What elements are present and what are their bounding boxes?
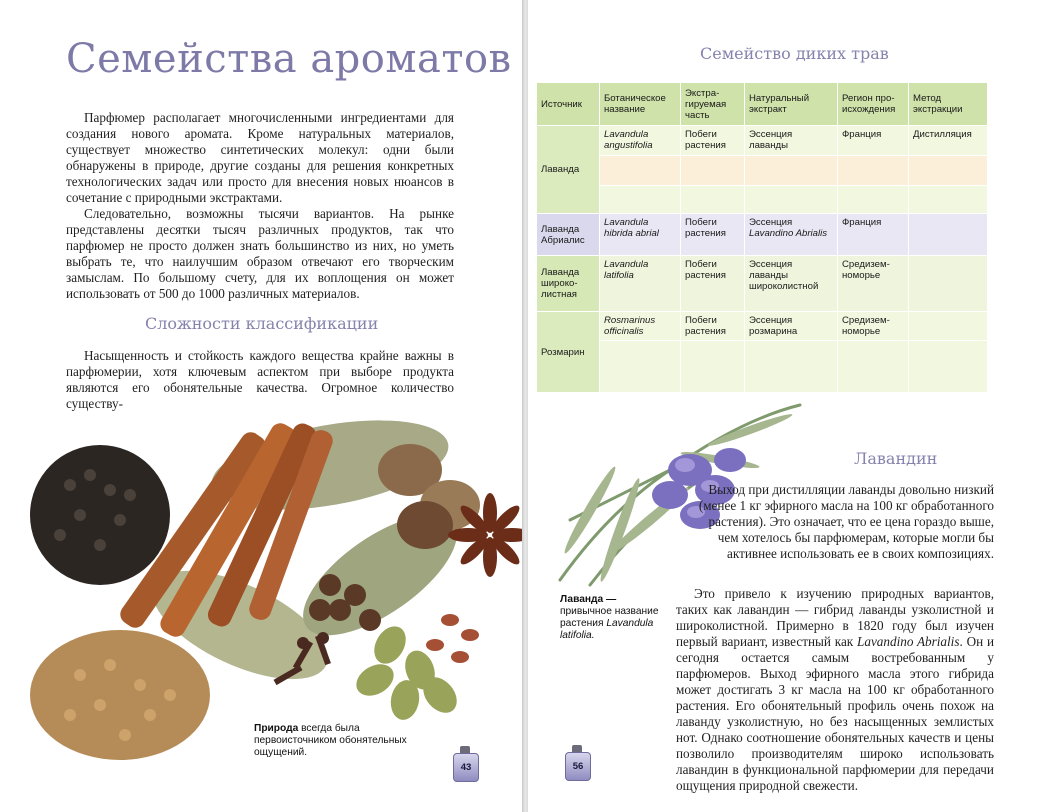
table-cell: Средизем-номорье [838, 312, 909, 341]
column-header: Ботаническое название [600, 83, 681, 126]
table-cell: Дистилляция [909, 126, 988, 156]
table-cell: Франция [838, 214, 909, 256]
lavandin-text-part1 [690, 482, 994, 562]
table-cell: Эссенция лаванды [745, 126, 838, 156]
caption-bold: Природа [254, 723, 299, 734]
extract-prefix: Эссенция [749, 217, 793, 228]
lavandin-text-part2 [676, 586, 994, 794]
herbs-table [536, 82, 988, 393]
section-heading: Лавандин [854, 449, 938, 468]
image-caption [560, 594, 662, 642]
table-title: Семейство диких трав [700, 44, 889, 63]
table-cell [600, 156, 681, 186]
text-run: Это привело к изучению природных вариантов, таких как лавандин — гибрид лаванды узколистной и широколистной. Примерно в 1820 году был изучен первый вариант, известный как [676, 586, 994, 649]
table-row [537, 186, 988, 214]
table-cell: Побеги растения [681, 214, 745, 256]
text-run: . Он и сегодня остается самым востребованным у парфюмеров. Выход эфирного масла этого гибрида может достигать 3 кг масла на 100 кг обработанного растения. Его обонятельный профиль очень похож на лаванду узколистную, но без насыщенных землистых нот. Однако соотношение обонятельных качеств и цены позволило производителям широко использовать лавандин в функциональной парфюмерии для передачи ощущения природной свежести. [676, 634, 994, 793]
column-header: Источник [537, 83, 600, 126]
table-row [537, 214, 988, 256]
page-number: 56 [565, 752, 591, 781]
table-row [537, 126, 988, 156]
text-run-italic: Lavandino Abrialis [857, 634, 960, 649]
caption-italic: Lavandula latifolia. [560, 618, 654, 641]
table-cell: Эссенция лаванды широколистной [745, 256, 838, 312]
table-cell [745, 186, 838, 214]
paragraph: Парфюмер располагает многочисленными ингредиентами для создания нового аромата. Кроме натуральных материалов, существует множество синтетических молекул: одни были обнаружены в природе, другие созданы для решения конкретных технологических задач или просто для внесения новых нюансов в сочетание с природными экстрактами. [66, 110, 454, 205]
column-header: Экстра-гируемая часть [681, 83, 745, 126]
page-number-badge [452, 746, 478, 780]
column-header: Метод экстракции [909, 83, 988, 126]
table-cell: Побеги растения [681, 256, 745, 312]
column-header: Регион про-исхождения [838, 83, 909, 126]
page-number: 43 [453, 753, 479, 782]
table-cell: Эссенция розмарина [745, 312, 838, 341]
column-header: Натуральный экстракт [745, 83, 838, 126]
caption-text: привычное название растения [560, 606, 659, 629]
table-cell [909, 341, 988, 393]
paragraph: Выход при дистилляции лаванды довольно низкий (менее 1 кг эфирного масла на 100 кг обработанного растения). Это означает, что ее цена гораздо выше, чем хотелось бы парфюмерам, которые могли бы активнее использовать ее в своих композициях. [698, 482, 994, 561]
table-row [537, 156, 988, 186]
table-cell [838, 186, 909, 214]
table-cell [909, 312, 988, 341]
table-cell [909, 256, 988, 312]
table-cell: Побеги растения [681, 126, 745, 156]
table-cell: Франция [838, 126, 909, 156]
table-cell: Лаванда [537, 126, 600, 214]
table-cell [838, 341, 909, 393]
paragraph [676, 586, 994, 794]
caption-text: всегда была первоисточником обонятельных ощущений. [254, 723, 407, 758]
table-row [537, 312, 988, 341]
table-cell [745, 341, 838, 393]
page-number-badge [564, 745, 590, 779]
table-cell [681, 186, 745, 214]
table-cell [681, 341, 745, 393]
table-cell [681, 156, 745, 186]
table-cell [909, 156, 988, 186]
table-cell [600, 341, 681, 393]
table-cell [600, 186, 681, 214]
table-cell [745, 156, 838, 186]
left-page [0, 0, 524, 812]
table-cell [745, 214, 838, 256]
table-row [537, 341, 988, 393]
caption-bold: Лаванда — [560, 594, 617, 605]
extract-italic: Lavandino Abrialis [749, 228, 828, 239]
table-cell [909, 214, 988, 256]
table-cell: Lavandula angustifolia [600, 126, 681, 156]
table-cell: Лаванда Абриалис [537, 214, 600, 256]
table-cell: Розмарин [537, 312, 600, 393]
paragraph: Следовательно, возможны тысячи вариантов. На рынке представлены десятки тысяч различных продуктов, так что парфюмер не просто должен знать большинство из них, но уметь выбрать те, что наилучшим образом отвечают его творческим замыслам. По большому счету, для их воплощения он может использовать от 500 до 1000 различных материалов. [66, 206, 454, 301]
image-caption [254, 723, 444, 759]
table-cell: Побеги растения [681, 312, 745, 341]
table-cell [838, 156, 909, 186]
intro-text [66, 110, 454, 302]
spices-illustration [30, 395, 524, 765]
section-heading: Сложности классификации [145, 314, 379, 333]
table-cell: Lavandula hibrida abrial [600, 214, 681, 256]
chapter-title: Семейства ароматов [66, 36, 512, 82]
table-cell [909, 186, 988, 214]
table-cell: Lavandula latifolia [600, 256, 681, 312]
paragraph: Насыщенность и стойкость каждого вещества крайне важны в парфюмерии, хотя ключевым аспектом при выборе продукта являются его обонятельные качества. Огромное количество существу- [66, 348, 454, 411]
table-cell: Средизем-номорье [838, 256, 909, 312]
table-cell: Лаванда широко-листная [537, 256, 600, 312]
right-page [528, 0, 1051, 812]
table-row [537, 256, 988, 312]
table-header-row [537, 83, 988, 126]
table-cell: Rosmarinus officinalis [600, 312, 681, 341]
